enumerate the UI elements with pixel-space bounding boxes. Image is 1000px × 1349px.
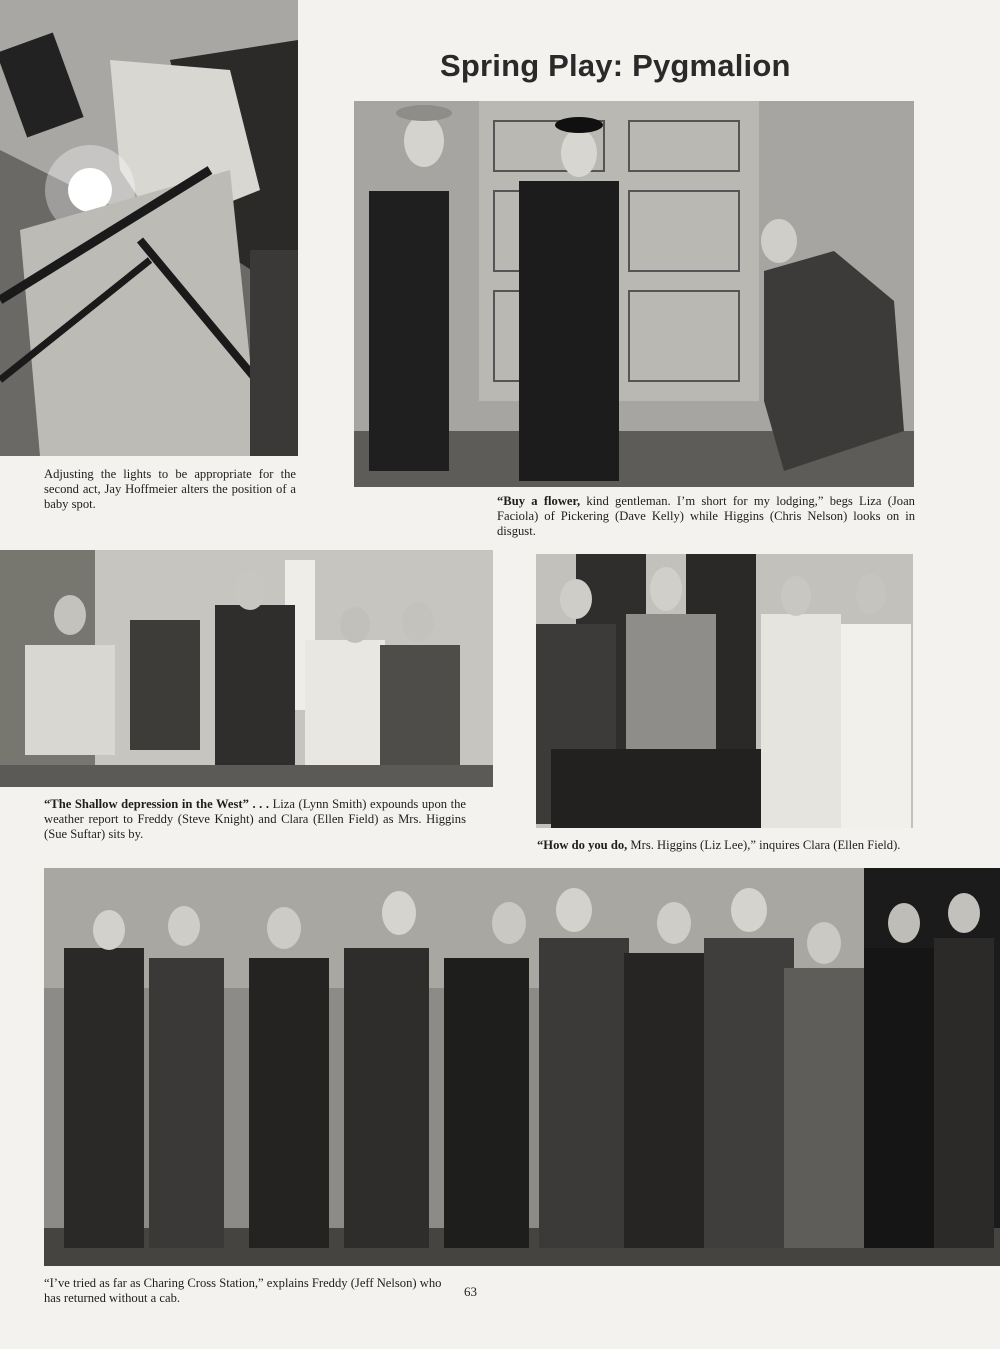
photo-charing-cross [44,868,1000,1266]
caption-shallow-text: Liza (Lynn Smith) expounds upon the weather report to Freddy (Steve Knight) and Clara (Ellen Field) as Mrs. Higgins (Sue Suftar) sits by. [44,797,466,841]
caption-howdo [537,838,915,853]
caption-charing-text: “I’ve tried as far as Charing Cross Station,” explains Freddy (Jeff Nelson) who has returned without a cab. [44,1276,442,1305]
caption-howdo-text: Mrs. Higgins (Liz Lee),” inquires Clara (Ellen Field). [627,838,901,852]
photo-shallow-depression [0,550,493,787]
caption-flower-text: kind gentleman. I’m short for my lodging,” begs Liza (Joan Faciola) of Pickering (Dave Kelly) while Higgins (Chris Nelson) looks on in disgust. [497,494,915,538]
photo-buy-a-flower [354,101,914,487]
page-number: 63 [464,1284,477,1299]
caption-howdo-lead: “How do you do, [537,838,628,852]
caption-shallow-lead: “The Shallow depression in the West” . . . [44,797,270,811]
page-title: Spring Play: Pygmalion [440,48,791,83]
photo-lighting-technician [0,0,298,456]
caption-lights-text: Adjusting the lights to be appropriate for the second act, Jay Hoffmeier alters the position of a baby spot. [44,467,296,511]
caption-flower [497,494,915,539]
caption-charing [44,1276,447,1306]
caption-shallow [44,797,466,842]
caption-lights [44,467,296,512]
photo-how-do-you-do [536,554,913,828]
caption-flower-lead: “Buy a flower, [497,494,581,508]
